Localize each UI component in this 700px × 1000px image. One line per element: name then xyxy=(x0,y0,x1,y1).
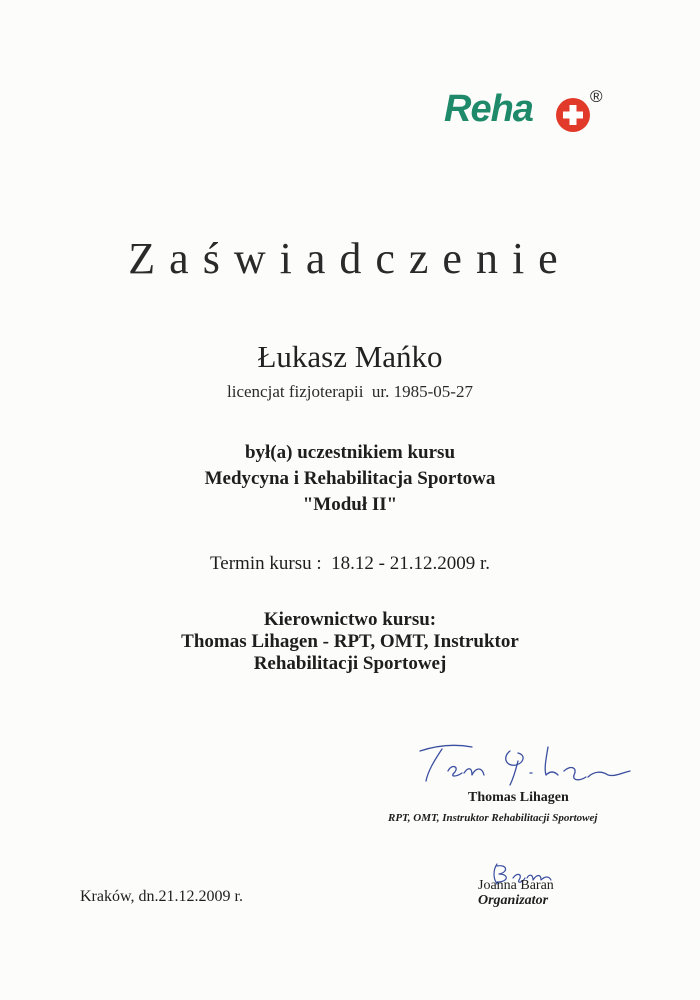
lead-signatory-role: RPT, OMT, Instruktor Rehabilitacji Sportowej xyxy=(388,812,598,824)
recipient-name: Łukasz Mańko xyxy=(257,339,443,374)
course-name: Medycyna i Rehabilitacja Sportowa xyxy=(204,468,496,489)
lead-signatory-name: Thomas Lihagen xyxy=(468,790,569,805)
organizer-role: Organizator xyxy=(478,893,549,908)
reha-logo xyxy=(444,82,614,138)
registered-mark: ® xyxy=(590,87,603,106)
plus-cross-icon xyxy=(555,97,591,133)
certificate-title: Zaświadczenie xyxy=(128,234,572,283)
place-date: Kraków, dn.21.12.2009 r. xyxy=(80,888,243,905)
participation-line: był(a) uczestnikiem kursu xyxy=(244,442,456,463)
course-module: "Moduł II" xyxy=(302,494,398,515)
logo-wordmark: Reha xyxy=(444,88,533,130)
lihagen-signature xyxy=(398,737,638,793)
course-term: Termin kursu : 18.12 - 21.12.2009 r. xyxy=(210,553,490,574)
recipient-details: licencjat fizjoterapii ur. 1985-05-27 xyxy=(227,382,473,401)
management-heading: Kierownictwo kursu: xyxy=(263,609,437,630)
organizer-name: Joanna Baran xyxy=(478,878,554,893)
management-line-1: Thomas Lihagen - RPT, OMT, Instruktor xyxy=(181,631,519,652)
management-line-2: Rehabilitacji Sportowej xyxy=(253,653,447,674)
